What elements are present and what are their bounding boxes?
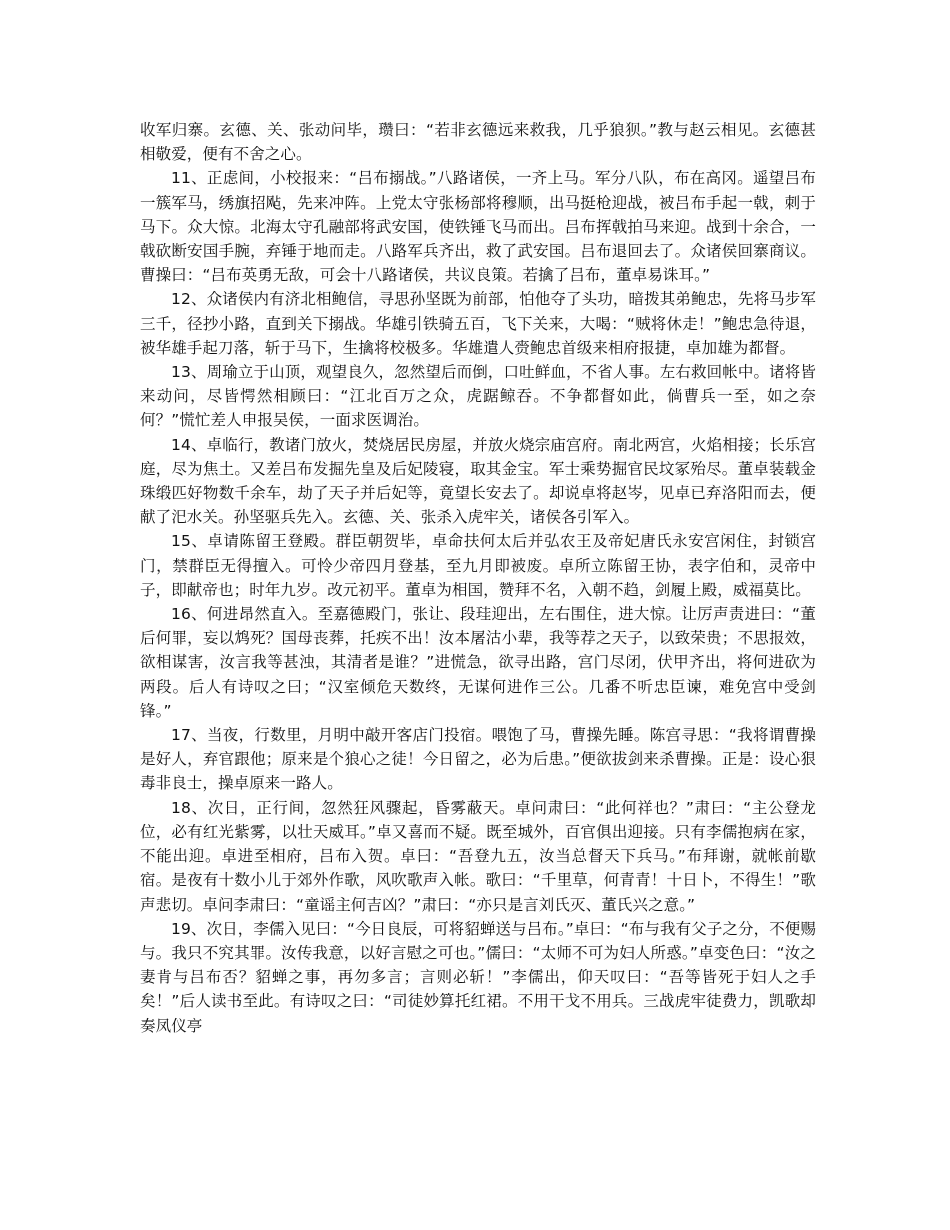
paragraph-15: 15、卓请陈留王登殿。群臣朝贺毕，卓命扶何太后并弘农王及帝妃唐氏永安宫闲住，封锁宫门，禁群臣无得擅入。可怜少帝四月登基，至九月即被废。卓所立陈留王协，表字伯和，灵帝中子，即献帝也；时年九岁。改元初平。董卓为相国，赞拜不名，入朝不趋，剑履上殿，威福莫比。 bbox=[140, 532, 816, 599]
paragraph-12: 12、众诸侯内有济北相鲍信，寻思孙坚既为前部，怕他夺了头功，暗拨其弟鲍忠，先将马步军三千，径抄小路，直到关下搦战。华雄引铁骑五百，飞下关来，大喝：“贼将休走！”鲍忠急待退，被华雄手起刀落，斩于马下，生擒将校极多。华雄遣人赍鲍忠首级来相府报捷，卓加雄为都督。 bbox=[140, 290, 816, 357]
paragraph-18: 18、次日，正行间，忽然狂风骤起，昏雾蔽天。卓问肃曰：“此何祥也？”肃曰：“主公登龙位，必有红光紫雾，以壮天威耳。”卓又喜而不疑。既至城外，百官俱出迎接。只有李儒抱病在家，不能出迎。卓进至相府，吕布入贺。卓曰：“吾登九五，汝当总督天下兵马。”布拜谢，就帐前歇宿。是夜有十数小儿于郊外作歌，风吹歌声入帐。歌曰：“千里草，何青青！十日卜，不得生！”歌声悲切。卓问李肃曰：“童谣主何吉凶？”肃曰：“亦只是言刘氏灭、董氏兴之意。” bbox=[140, 798, 816, 914]
paragraph-19: 19、次日，李儒入见曰：“今日良辰，可将貂蝉送与吕布。”卓曰：“布与我有父子之分，不便赐与。我只不究其罪。汝传我意，以好言慰之可也。”儒曰：“太师不可为妇人所惑。”卓变色曰：“汝之妻肯与吕布否？貂蝉之事，再勿多言；言则必斩！”李儒出，仰天叹曰：“吾等皆死于妇人之手矣！”后人读书至此。有诗叹之曰：“司徒妙算托红裙。不用干戈不用兵。三战虎牢徒费力，凯歌却奏凤仪亭 bbox=[140, 919, 816, 1035]
paragraph-16: 16、何进昂然直入。至嘉德殿门，张让、段珪迎出，左右围住，进大惊。让厉声责进曰：“董后何罪，妄以鸩死？国母丧葬，托疾不出！汝本屠沽小辈，我等荐之天子，以致荣贵；不思报效，欲相谋害，汝言我等甚浊，其清者是谁？”进慌急，欲寻出路，宫门尽闭，伏甲齐出，将何进砍为两段。后人有诗叹之曰；“汉室倾危天数终，无谋何进作三公。几番不听忠臣谏，难免宫中受剑锋。” bbox=[140, 605, 816, 720]
paragraph-11: 11、正虑间，小校报来：“吕布搦战。”八路诸侯，一齐上马。军分八队，布在高冈。遥望吕布一簇军马，绣旗招飐，先来冲阵。上党太守张杨部将穆顺，出马挺枪迎战，被吕布手起一戟，刺于马下。众大惊。北海太守孔融部将武安国，使铁锤飞马而出。吕布挥戟拍马来迎。战到十余合，一戟砍断安国手腕，弃锤于地而走。八路军兵齐出，救了武安国。吕布退回去了。众诸侯回寨商议。曹操曰：“吕布英勇无敌，可会十八路诸侯，共议良策。若擒了吕布，董卓易诛耳。” bbox=[140, 169, 816, 285]
paragraph-13: 13、周瑜立于山顶，观望良久，忽然望后而倒，口吐鲜血，不省人事。左右救回帐中。诸将皆来动问，尽皆愕然相顾曰：“江北百万之众，虎踞鲸吞。不争都督如此，倘曹兵一至，如之奈何？”慌忙差人申报吴侯，一面求医调治。 bbox=[140, 363, 816, 430]
paragraph-continuation: 收军归寨。玄德、关、张动问毕，瓒曰：“若非玄德远来救我，几乎狼狈。”教与赵云相见。玄德甚相敬爱，便有不舍之心。 bbox=[140, 121, 816, 164]
paragraph-14: 14、卓临行，教诸门放火，焚烧居民房屋，并放火烧宗庙宫府。南北两宫，火焰相接；长乐宫庭，尽为焦土。又差吕布发掘先皇及后妃陵寝，取其金宝。军士乘势掘官民坟冢殆尽。董卓装载金珠缎匹好物数千余车，劫了天子并后妃等，竟望长安去了。却说卓将赵岑，见卓已弃洛阳而去，便献了汜水关。孙坚驱兵先入。玄德、关、张杀入虎牢关，诸侯各引军入。 bbox=[140, 435, 816, 527]
paragraph-17: 17、当夜，行数里，月明中敲开客店门投宿。喂饱了马，曹操先睡。陈宫寻思：“我将谓曹操是好人，弃官跟他；原来是个狼心之徒！今日留之，必为后患。”便欲拔剑来杀曹操。正是：设心狠毒非良士，操卓原来一路人。 bbox=[140, 726, 816, 793]
document-page bbox=[140, 118, 816, 1038]
